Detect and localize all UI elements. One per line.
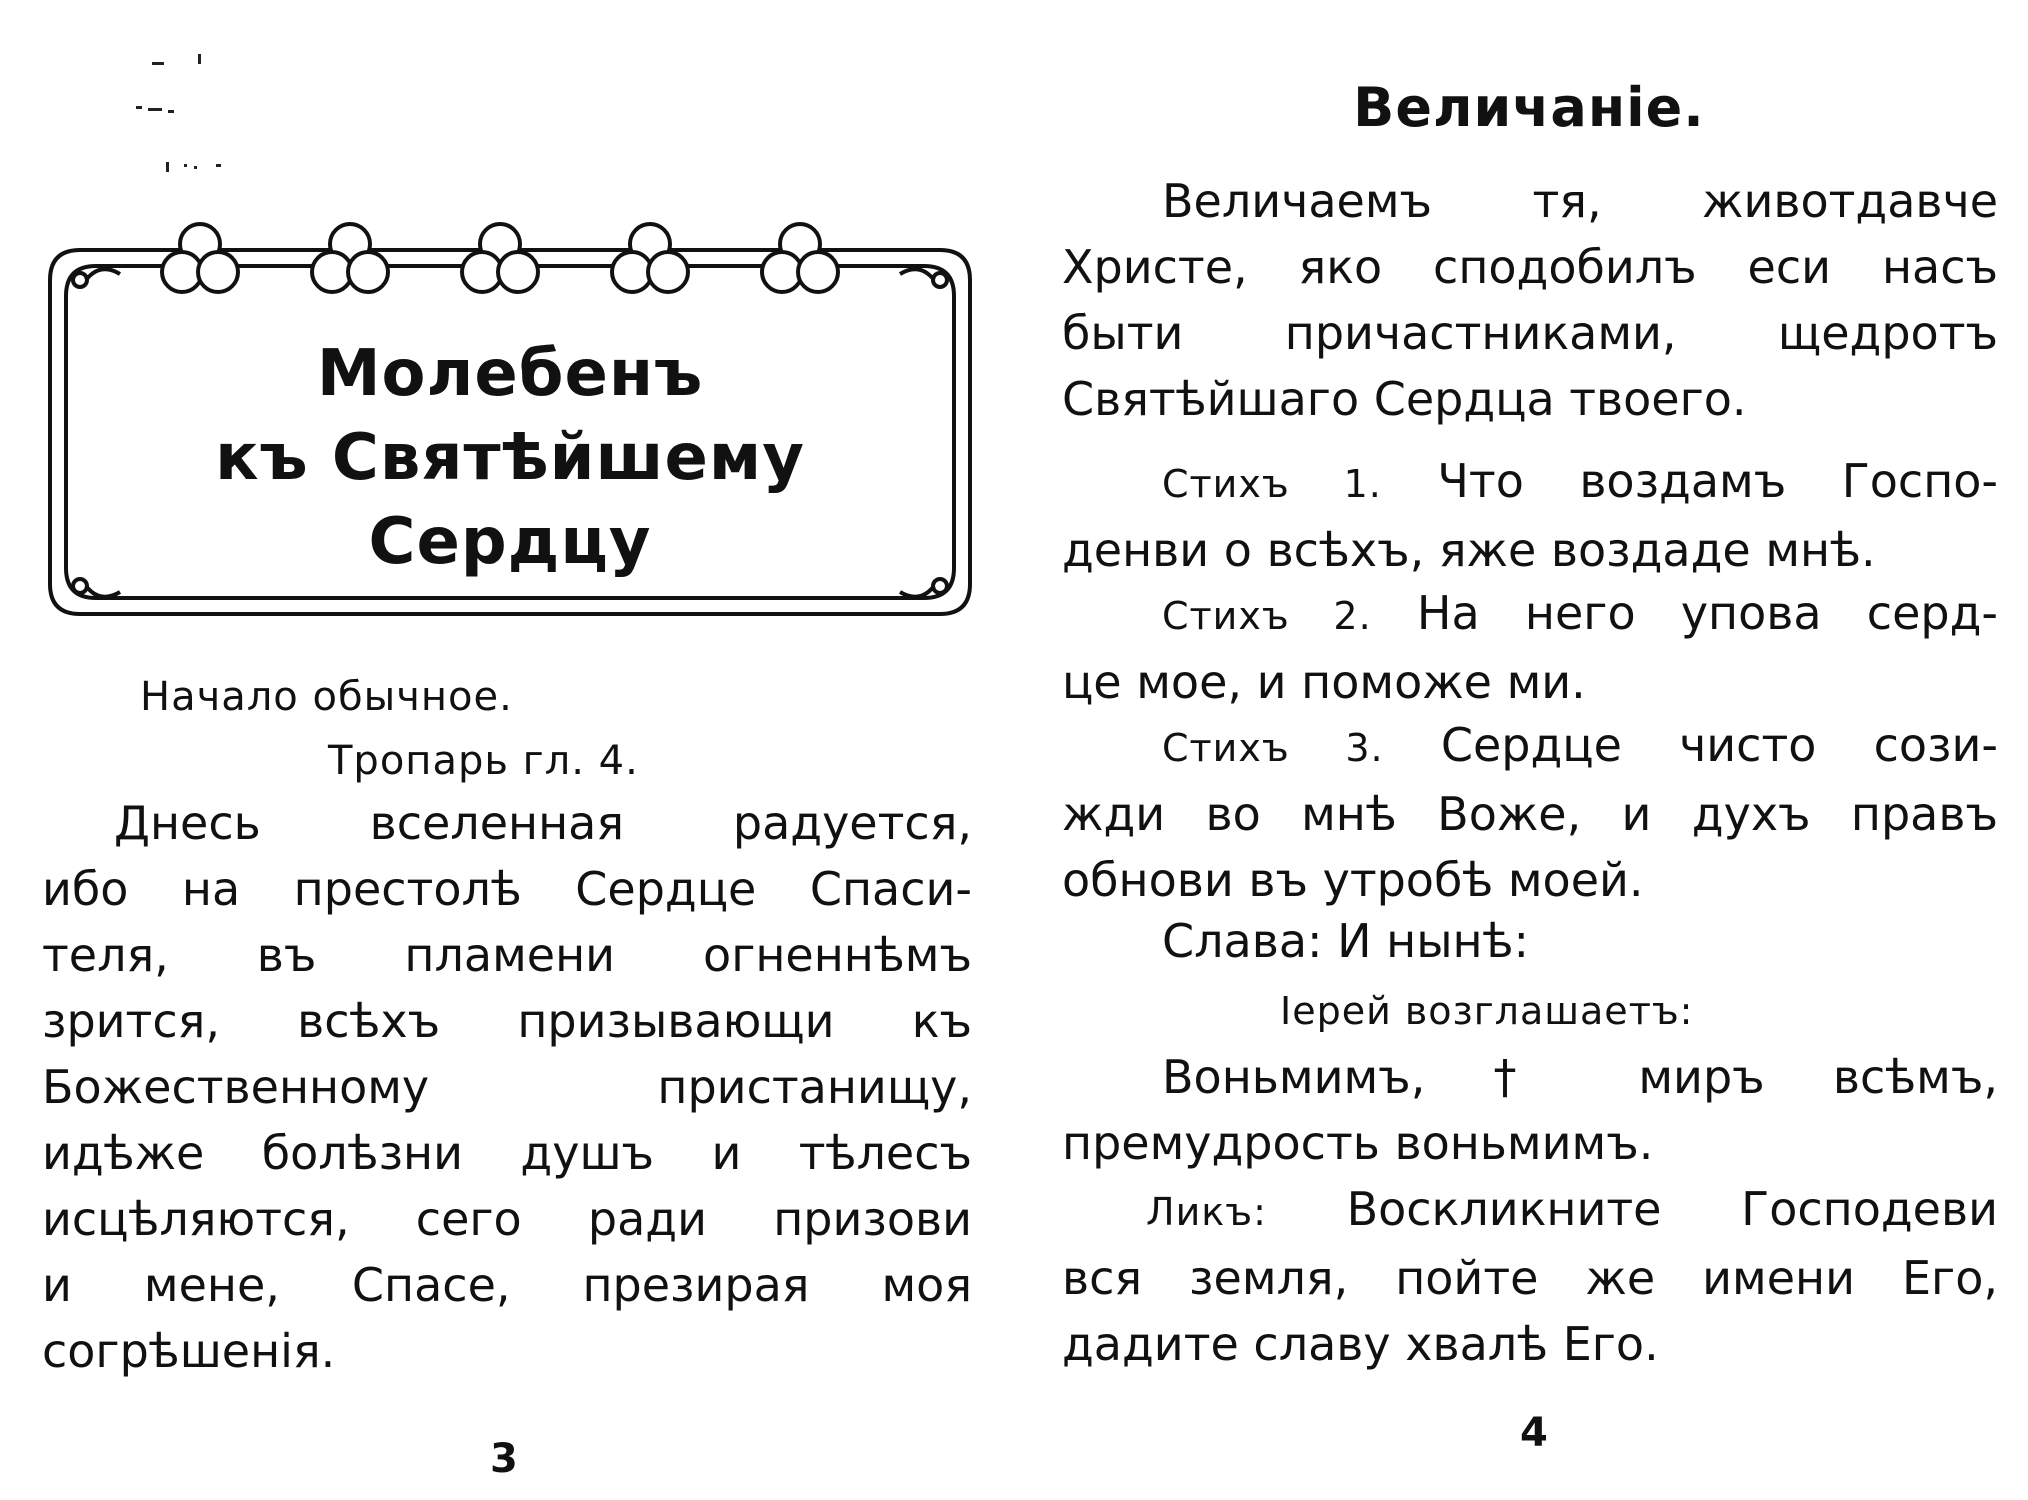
text-line: жди во мнѣ Воже, и духъ правъ (1062, 787, 1998, 841)
text-line: исцѣляются, сего ради призови (42, 1192, 972, 1246)
verse-text: На него упова серд- (1416, 586, 1998, 640)
print-specks (130, 40, 270, 190)
title-line: Молебенъ (316, 337, 704, 411)
flower-ornament-4 (612, 224, 688, 292)
verse-1 (1062, 448, 1998, 583)
verse-line (1062, 712, 1998, 781)
exclamation-text (1062, 1044, 1998, 1176)
verse-label: Стихъ 3. (1162, 726, 1384, 770)
choir-label: Ликъ: (1146, 1190, 1267, 1234)
glory-line: Слава: И нынѣ: (1162, 914, 1530, 968)
text-line: ибо на престолѣ Сердце Спаси- (42, 862, 972, 916)
verse-text: Сердце чисто сози- (1440, 718, 1998, 772)
text-line: це мое, и поможе ми. (1062, 655, 1586, 709)
page-number: 3 (490, 1436, 518, 1482)
text-line: Воньмимъ, † миръ всѣмъ, (1162, 1050, 1998, 1104)
verse-2 (1062, 580, 1998, 715)
flower-ornament-5 (762, 224, 838, 292)
tropar-heading: Тропарь гл. 4. (328, 738, 639, 784)
text-line: теля, въ пламени огненнѣмъ (42, 928, 972, 982)
text-line: дадите славу хвалѣ Его. (1062, 1317, 1659, 1371)
title-line: къ Святѣйшему (215, 421, 805, 495)
page-number: 4 (1520, 1410, 1548, 1456)
left-page (0, 0, 1000, 1500)
text-line: идѣже болѣзни душъ и тѣлесъ (42, 1126, 972, 1180)
tropar-text (42, 790, 972, 1384)
text-line: обнови въ утробѣ моей. (1062, 853, 1644, 907)
text-line: Днесь вселенная радуется, (114, 796, 972, 850)
verse-label: Стихъ 1. (1162, 462, 1382, 506)
service-title (40, 332, 980, 584)
choir-line (1062, 1176, 1998, 1245)
text-line: согрѣшенія. (42, 1324, 336, 1378)
text-line: зрится, всѣхъ призывающи къ (42, 994, 972, 1048)
verse-line (1062, 448, 1998, 517)
text-line: быти причастниками, щедротъ (1062, 306, 1998, 360)
text-line: Христе, яко сподобилъ еси насъ (1062, 240, 1998, 294)
text-line: Величаемъ тя, животдавче (1162, 174, 1998, 228)
verse-text: Что воздамъ Госпо- (1437, 454, 1999, 508)
flower-ornament-3 (462, 224, 538, 292)
text-line: премудрость воньмимъ. (1062, 1116, 1654, 1170)
verse-line (1062, 580, 1998, 649)
verse-3 (1062, 712, 1998, 913)
right-page (1014, 0, 2028, 1500)
text-line: денви о всѣхъ, яже воздаде мнѣ. (1062, 523, 1876, 577)
magnification-text (1062, 168, 1998, 432)
priest-line: Іерей возглашаетъ: (1280, 989, 1694, 1033)
choir-first: Воскликните Господеви (1346, 1182, 1998, 1236)
title-frame (40, 214, 980, 634)
text-line: вся земля, пойте же имени Его, (1062, 1251, 1998, 1305)
intro-text: Начало обычное. (140, 674, 513, 720)
flower-ornament-2 (312, 224, 388, 292)
text-line: и мене, Спасе, презирая моя (42, 1258, 972, 1312)
text-line: Святѣйшаго Сердца твоего. (1062, 372, 1747, 426)
title-line: Сердцу (368, 505, 652, 579)
magnification-title: Величаніе. (1353, 76, 1705, 139)
verse-label: Стихъ 2. (1162, 594, 1372, 638)
choir-text (1062, 1176, 1998, 1377)
flower-ornament-1 (162, 224, 238, 292)
text-line: Божественному пристанищу, (42, 1060, 972, 1114)
